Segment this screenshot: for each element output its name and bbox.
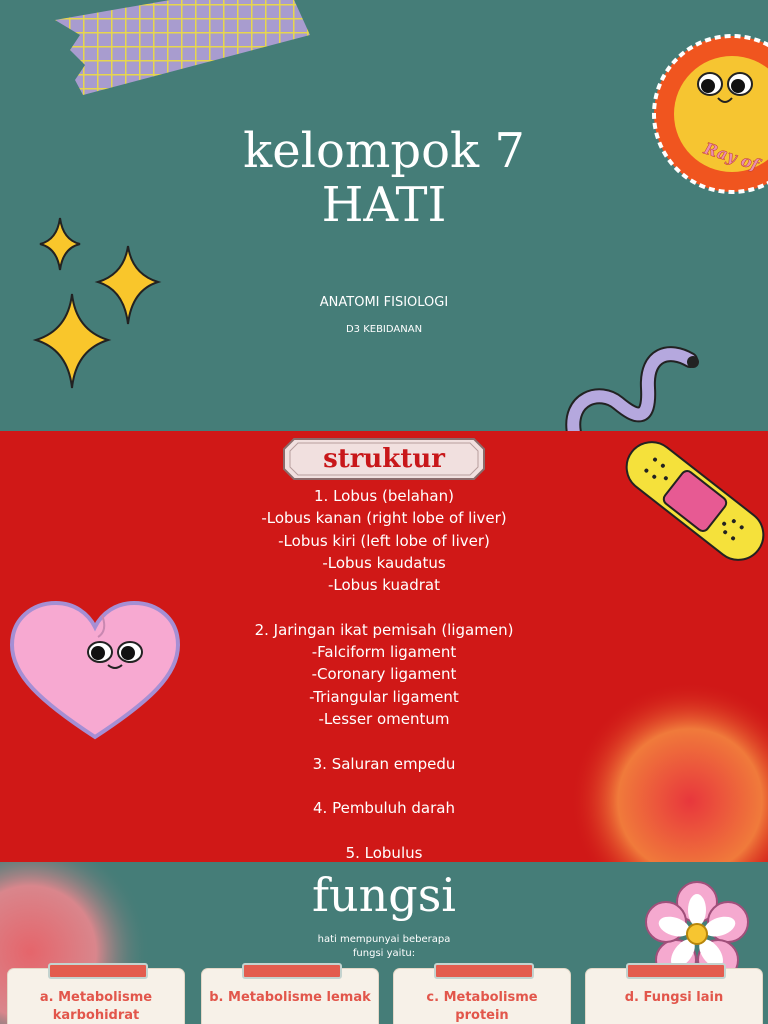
- struktur-list: [0, 485, 768, 862]
- washi-tape-decoration: [55, 0, 315, 100]
- list-item: 2. Jaringan ikat pemisah (ligamen): [254, 620, 514, 639]
- clipboard-clip-icon: [48, 963, 148, 979]
- clipboard-clip-icon: [242, 963, 342, 979]
- struktur-slide: [0, 431, 768, 862]
- list-item: 3. Saluran empedu: [312, 754, 456, 773]
- list-item: -Lobus kuadrat: [328, 576, 440, 595]
- cover-slide: [0, 0, 768, 431]
- function-card: [8, 969, 184, 1024]
- struktur-heading-text: struktur: [323, 444, 445, 474]
- list-item: -Lobus kaudatus: [322, 553, 446, 572]
- function-card-title: b. Metabolisme lemak: [209, 990, 371, 1005]
- function-card: [586, 969, 762, 1024]
- list-item: 5. Lobulus: [345, 843, 423, 862]
- list-item: -Lobus kiri (left lobe of liver): [278, 531, 490, 550]
- list-item: 4. Pembuluh darah: [313, 799, 455, 818]
- sparkle-icon: [30, 212, 170, 392]
- list-item: -Lobus kanan (right lobe of liver): [261, 509, 507, 528]
- list-item: [0, 596, 768, 618]
- program-label: D3 KEBIDANAN: [345, 324, 423, 335]
- fungsi-heading: fungsi: [311, 868, 457, 922]
- list-item: [0, 819, 768, 841]
- function-card-title: d. Fungsi lain: [624, 990, 724, 1005]
- list-item: 1. Lobus (belahan): [314, 487, 454, 505]
- subtitle: ANATOMI FISIOLOGI: [319, 295, 449, 310]
- function-card: [202, 969, 378, 1024]
- squiggle-decoration: [560, 338, 710, 431]
- list-item: [0, 775, 768, 797]
- title-line-1: kelompok 7: [243, 123, 525, 179]
- fungsi-slide: [0, 862, 768, 1024]
- clipboard-clip-icon: [434, 963, 534, 979]
- clipboard-clip-icon: [626, 963, 726, 979]
- function-card-title: a. Metabolisme karbohidrat: [39, 990, 153, 1023]
- list-item: -Lesser omentum: [318, 709, 450, 728]
- list-item: -Coronary ligament: [311, 665, 457, 684]
- title-line-2: HATI: [321, 177, 447, 233]
- function-card-title: c. Metabolisme protein: [426, 990, 538, 1023]
- fungsi-intro-2: fungsi yaitu:: [352, 948, 416, 959]
- list-item: -Triangular ligament: [309, 687, 459, 706]
- function-card: [394, 969, 570, 1024]
- struktur-heading: [282, 437, 486, 481]
- fungsi-intro-1: hati mempunyai beberapa: [317, 934, 451, 945]
- sticker-text: Ray of: [701, 138, 762, 175]
- list-item: -Falciform ligament: [311, 643, 457, 662]
- list-item: [0, 730, 768, 752]
